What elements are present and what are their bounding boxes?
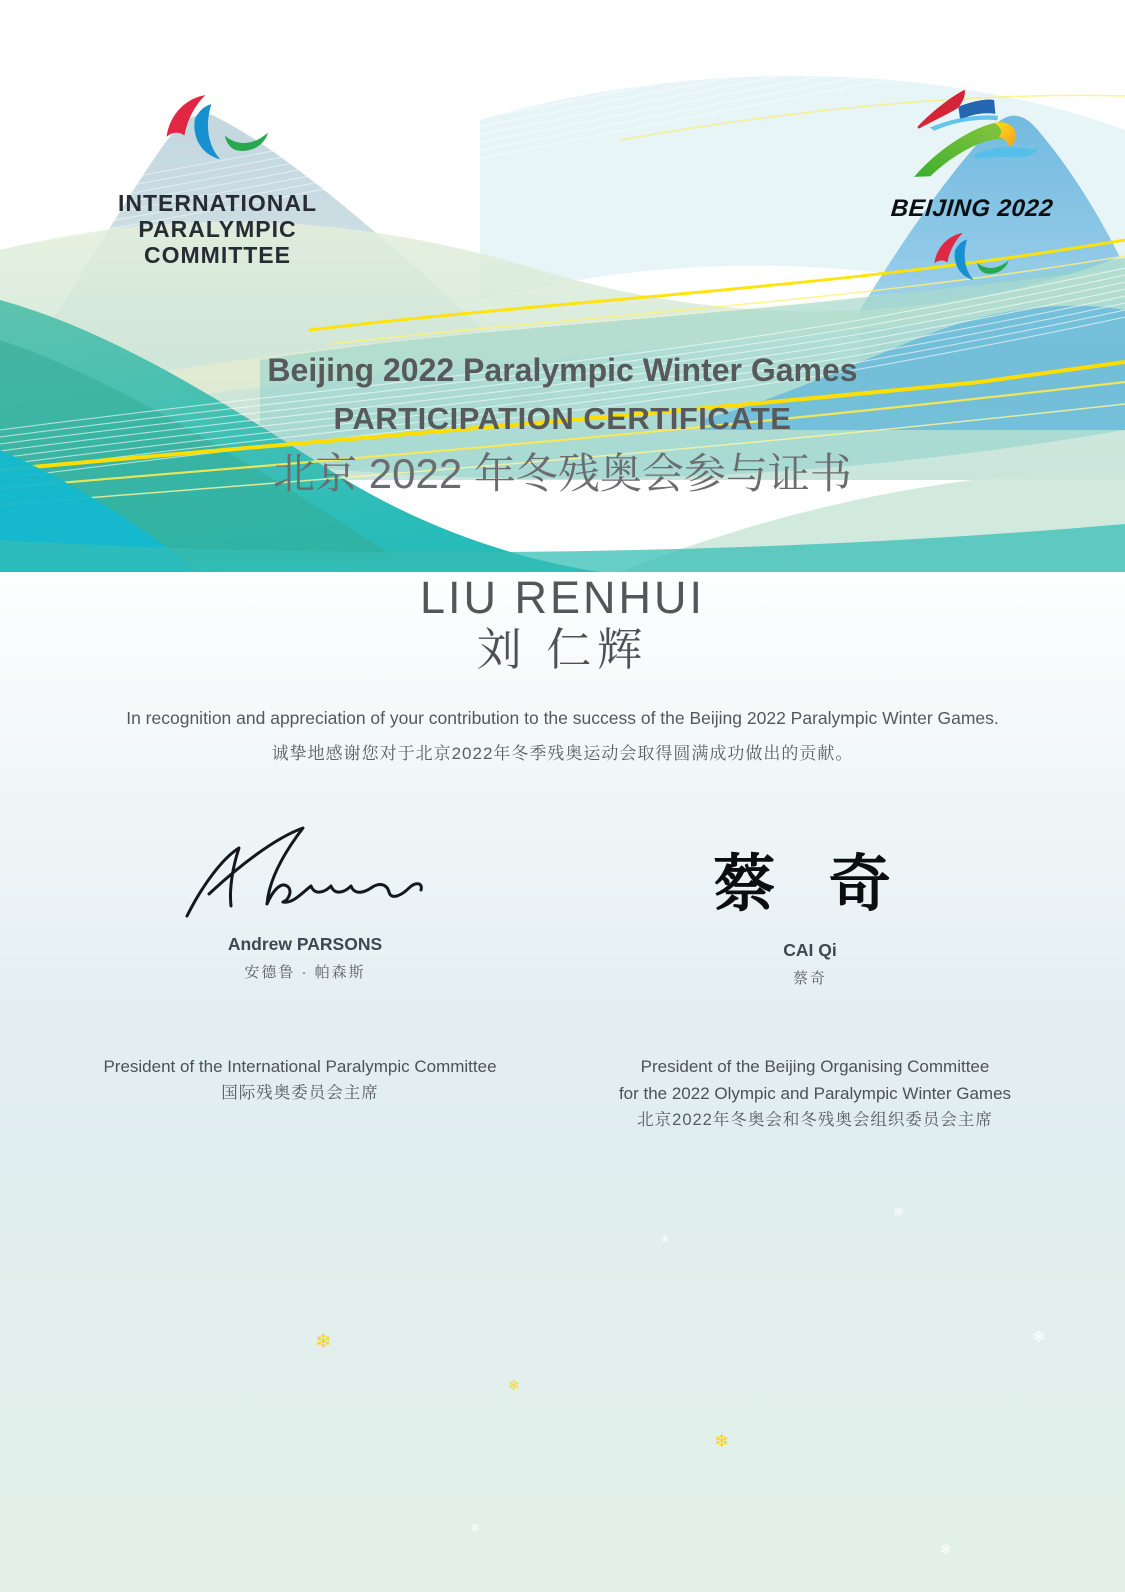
ipc-wordmark-line1: INTERNATIONAL [117, 190, 318, 216]
snowflake-icon: ❄ [940, 1541, 952, 1557]
recipient-name-en: LIU RENHUI [419, 572, 706, 623]
snowflake-icon: ❄ [660, 1234, 670, 1246]
snowflake-icon: ❄ [714, 1431, 730, 1451]
recipient-name-zh: 刘 仁辉 [476, 624, 649, 675]
signature-andrew-parsons [175, 820, 435, 924]
snowflake-icon: ❄ [508, 1377, 520, 1393]
certificate-title-chinese: 北京 2022 年冬残奥会参与证书 [273, 450, 852, 497]
recognition-text-zh: 诚挚地感谢您对于北京2022年冬季残奥运动会取得圆满成功做出的贡献。 [271, 744, 854, 763]
certificate-title-participation: PARTICIPATION CERTIFICATE [333, 401, 792, 436]
signatory-right-title-en-line1: President of the Beijing Organising Committee [640, 1057, 990, 1076]
signatory-left-title-zh: 国际残奥委员会主席 [221, 1084, 379, 1102]
beijing-2022-logo [878, 75, 1066, 286]
beijing-2022-wordmark: BEIJING 2022 [889, 195, 1055, 222]
signatory-left-name-en: Andrew PARSONS [227, 934, 383, 954]
paralympic-agitos-icon [931, 228, 1013, 286]
signatory-right-name-en: CAI Qi [783, 940, 837, 960]
ipc-agitos-icon [162, 85, 274, 171]
signatory-left-name-zh: 安德鲁 · 帕森斯 [244, 964, 366, 981]
signature-cai-qi-calligraphy: 蔡 奇 [713, 847, 907, 920]
snowflake-icon: ❄ [1032, 1329, 1046, 1346]
signatory-left-title [80, 1053, 520, 1107]
signatory-right-name-zh: 蔡奇 [792, 970, 827, 987]
signatory-left [120, 820, 490, 982]
snowflake-icon: ❄ [315, 1331, 332, 1353]
ipc-wordmark-line3: COMMITTEE [144, 242, 291, 268]
signatory-right [640, 838, 980, 988]
signatory-left-title-en: President of the International Paralympic Committee [103, 1057, 497, 1076]
ipc-logo [100, 85, 335, 268]
recognition-text-en: In recognition and appreciation of your contribution to the success of the Beijing 2022 Paralympic Winter Games. [126, 708, 999, 728]
snowflake-icon: ❄ [470, 1521, 481, 1535]
beijing-2022-emblem-icon [881, 75, 1063, 193]
signatory-right-title-en-line2: for the 2022 Olympic and Paralympic Winter Games [618, 1084, 1012, 1103]
ipc-wordmark-line2: PARALYMPIC [138, 216, 297, 242]
ipc-wordmark [100, 190, 335, 268]
signatory-right-title [600, 1053, 1030, 1134]
signatory-right-title-zh: 北京2022年冬奥会和冬残奥会组织委员会主席 [637, 1111, 993, 1129]
snowflake-icon: ❄ [893, 1204, 904, 1219]
certificate-title-games: Beijing 2022 Paralympic Winter Games [267, 352, 858, 388]
